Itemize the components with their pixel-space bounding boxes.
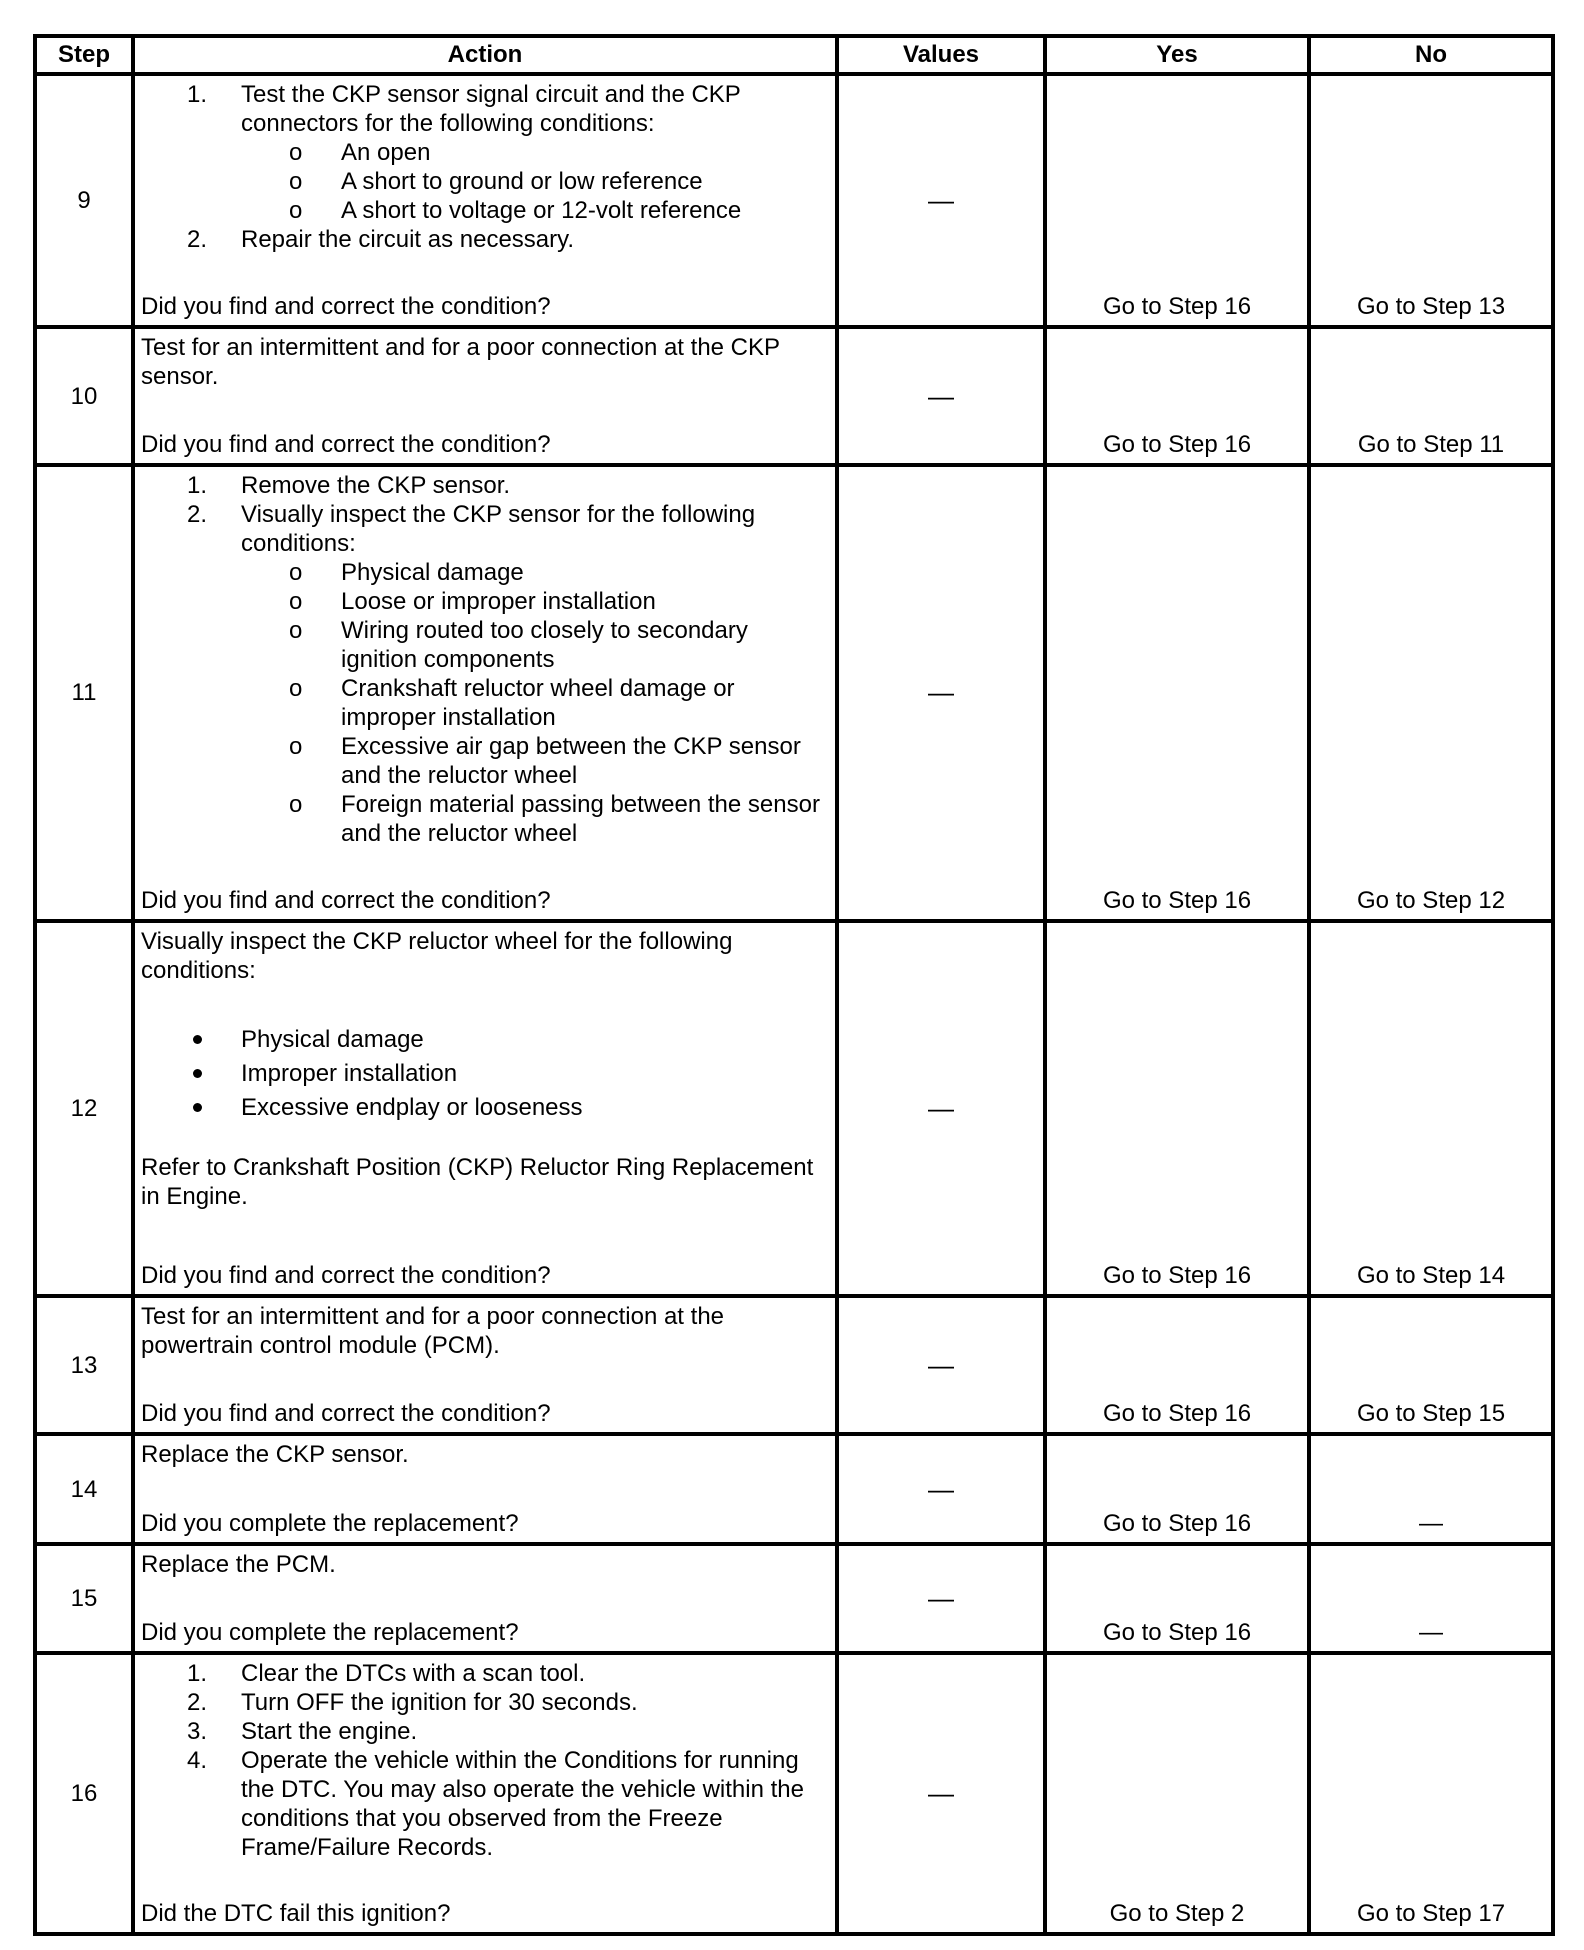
question-text: Did you complete the replacement? bbox=[141, 1509, 519, 1537]
no-cell: Go to Step 11 bbox=[1309, 327, 1553, 465]
header-action: Action bbox=[133, 36, 837, 74]
action-cell bbox=[133, 1434, 837, 1543]
yes-cell: Go to Step 16 bbox=[1045, 1434, 1309, 1543]
table-row bbox=[35, 1544, 1553, 1653]
list-item: o A short to ground or low reference bbox=[289, 168, 703, 195]
list-item: 2. Visually inspect the CKP sensor for the following conditions: o Physical damage o Loose or improper installation o Wiring routed too closely to secondary ignition components o Crankshaft reluctor wheel damage or improper installation o Excessive air gap between the CKP sensor and the reluctor wheel o Foreign material passing between the sensor and the reluctor wheel bbox=[141, 500, 829, 848]
question-text: Did you find and correct the condition? bbox=[141, 1400, 551, 1428]
header-yes: Yes bbox=[1045, 36, 1309, 74]
question-text: Did you complete the replacement? bbox=[141, 1619, 519, 1647]
yes-cell: Go to Step 16 bbox=[1045, 1544, 1309, 1653]
action-cell bbox=[133, 327, 837, 465]
action-cell bbox=[133, 465, 837, 920]
action-cell bbox=[133, 1653, 837, 1934]
list-item: Physical damage bbox=[141, 1023, 829, 1057]
table-row bbox=[35, 1434, 1553, 1543]
header-row bbox=[35, 36, 1553, 74]
no-cell: — bbox=[1309, 1544, 1553, 1653]
yes-cell: Go to Step 16 bbox=[1045, 74, 1309, 327]
header-step: Step bbox=[35, 36, 133, 74]
bullet-icon bbox=[193, 1103, 202, 1112]
values-cell: — bbox=[837, 1653, 1045, 1934]
numbered-list bbox=[141, 80, 829, 254]
table-row bbox=[35, 74, 1553, 327]
yes-cell: Go to Step 2 bbox=[1045, 1653, 1309, 1934]
values-cell: — bbox=[837, 1296, 1045, 1434]
yes-cell: Go to Step 16 bbox=[1045, 327, 1309, 465]
values-cell: — bbox=[837, 921, 1045, 1296]
numbered-list bbox=[141, 1659, 829, 1862]
list-item: o Excessive air gap between the CKP sensor and the reluctor wheel bbox=[289, 733, 801, 790]
values-cell: — bbox=[837, 1434, 1045, 1543]
header-values: Values bbox=[837, 36, 1045, 74]
bullet-icon bbox=[193, 1069, 202, 1078]
question-text: Did you find and correct the condition? bbox=[141, 886, 551, 914]
refer-text: Refer to Crankshaft Position (CKP) Reluctor Ring Replacement in Engine. bbox=[141, 1153, 814, 1210]
bullet-list bbox=[141, 1023, 829, 1125]
table-row bbox=[35, 1296, 1553, 1434]
action-cell bbox=[133, 1296, 837, 1434]
list-item: o Foreign material passing between the sensor and the reluctor wheel bbox=[289, 791, 820, 848]
no-cell: Go to Step 13 bbox=[1309, 74, 1553, 327]
step-number: 10 bbox=[35, 327, 133, 465]
bullet-icon bbox=[193, 1035, 202, 1044]
action-text: Replace the PCM. bbox=[141, 1550, 336, 1578]
step-number: 16 bbox=[35, 1653, 133, 1934]
yes-cell: Go to Step 16 bbox=[1045, 921, 1309, 1296]
list-item: 4. Operate the vehicle within the Conditions for running the DTC. You may also operate the vehicle within the conditions that you observed from the Freeze Frame/Failure Records. bbox=[187, 1747, 804, 1862]
diagnostic-table-page bbox=[33, 34, 1551, 1936]
list-item: Excessive endplay or looseness bbox=[141, 1091, 829, 1125]
yes-cell: Go to Step 16 bbox=[1045, 465, 1309, 920]
no-cell: Go to Step 14 bbox=[1309, 921, 1553, 1296]
list-item: 2. Turn OFF the ignition for 30 seconds. bbox=[187, 1689, 638, 1717]
table-row bbox=[35, 1653, 1553, 1934]
question-text: Did you find and correct the condition? bbox=[141, 292, 551, 320]
action-cell bbox=[133, 1544, 837, 1653]
numbered-list bbox=[141, 471, 829, 848]
values-cell: — bbox=[837, 465, 1045, 920]
step-number: 12 bbox=[35, 921, 133, 1296]
step-number: 11 bbox=[35, 465, 133, 920]
list-item: 1. Remove the CKP sensor. bbox=[187, 472, 511, 500]
diagnostic-table bbox=[33, 34, 1555, 1936]
list-item: o A short to voltage or 12-volt reference bbox=[289, 197, 742, 224]
question-text: Did you find and correct the condition? bbox=[141, 431, 551, 459]
action-text: Replace the CKP sensor. bbox=[141, 1441, 409, 1469]
values-cell: — bbox=[837, 74, 1045, 327]
table-row bbox=[35, 921, 1553, 1296]
sub-list bbox=[241, 558, 829, 848]
list-item: Improper installation bbox=[141, 1057, 829, 1091]
list-item: 1. Test the CKP sensor signal circuit and the CKP connectors for the following conditions: o An open o A short to ground or low reference o A short to voltage or 12-volt reference bbox=[141, 80, 829, 225]
step-number: 13 bbox=[35, 1296, 133, 1434]
header-no: No bbox=[1309, 36, 1553, 74]
yes-cell: Go to Step 16 bbox=[1045, 1296, 1309, 1434]
question-text: Did the DTC fail this ignition? bbox=[141, 1900, 451, 1927]
step-number: 9 bbox=[35, 74, 133, 327]
list-item: 3. Start the engine. bbox=[187, 1718, 418, 1746]
no-cell: Go to Step 15 bbox=[1309, 1296, 1553, 1434]
list-item: o Physical damage bbox=[289, 559, 524, 587]
no-cell: Go to Step 12 bbox=[1309, 465, 1553, 920]
action-text: Test for an intermittent and for a poor connection at the powertrain control module (PCM). bbox=[141, 1302, 725, 1359]
list-item: 1. Clear the DTCs with a scan tool. bbox=[187, 1660, 586, 1688]
list-item: 2. Repair the circuit as necessary. bbox=[187, 226, 575, 253]
no-cell: Go to Step 17 bbox=[1309, 1653, 1553, 1934]
sub-list bbox=[241, 138, 829, 225]
action-text: Test for an intermittent and for a poor connection at the CKP sensor. bbox=[141, 333, 780, 390]
values-cell: — bbox=[837, 327, 1045, 465]
list-item: o Crankshaft reluctor wheel damage or improper installation bbox=[289, 675, 735, 732]
action-cell bbox=[133, 921, 837, 1296]
list-item: o Loose or improper installation bbox=[289, 588, 656, 616]
values-cell: — bbox=[837, 1544, 1045, 1653]
table-row bbox=[35, 465, 1553, 920]
question-text: Did you find and correct the condition? bbox=[141, 1261, 551, 1289]
list-item: o An open bbox=[289, 139, 431, 166]
list-item: o Wiring routed too closely to secondary ignition components bbox=[289, 617, 748, 674]
action-cell bbox=[133, 74, 837, 327]
step-number: 15 bbox=[35, 1544, 133, 1653]
table-row bbox=[35, 327, 1553, 465]
action-text: Visually inspect the CKP reluctor wheel for the following conditions: bbox=[141, 927, 733, 984]
no-cell: — bbox=[1309, 1434, 1553, 1543]
step-number: 14 bbox=[35, 1434, 133, 1543]
